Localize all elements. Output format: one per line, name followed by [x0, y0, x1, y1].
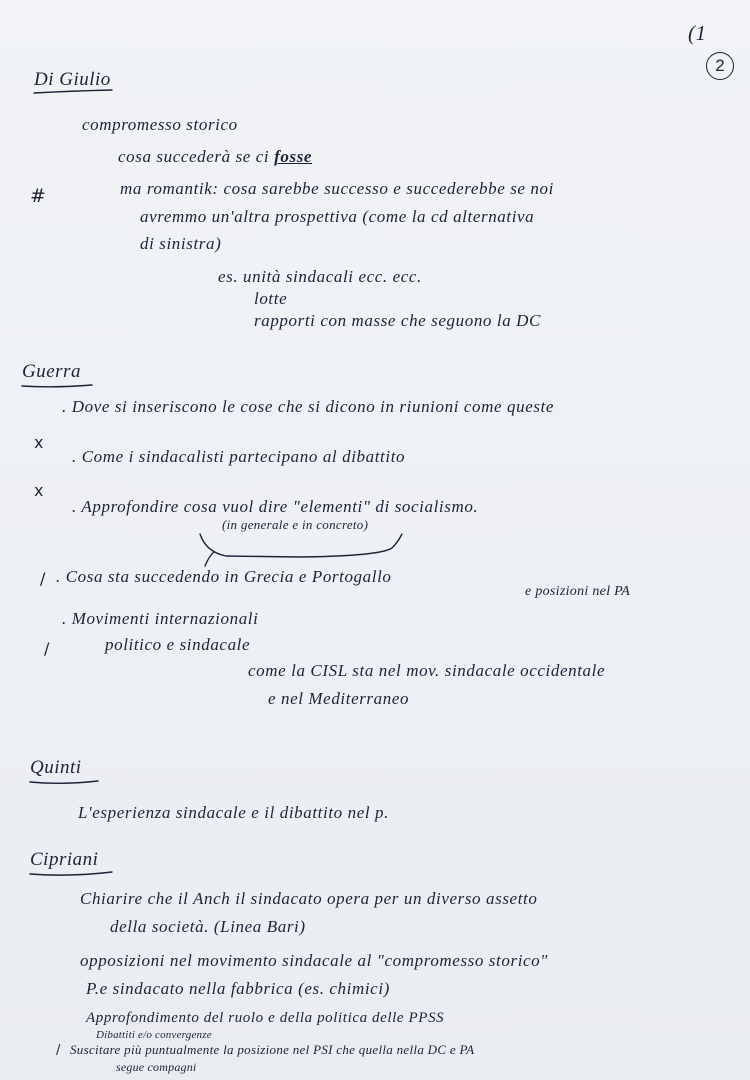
underline-quinti	[30, 781, 98, 783]
note-line	[118, 148, 312, 167]
corner-page-number: (1	[688, 21, 707, 45]
circled-page-number: 2	[706, 52, 734, 80]
margin-x-mark: x	[34, 481, 45, 500]
margin-hash-mark: #	[30, 185, 47, 207]
note-line: come la CISL sta nel mov. sindacale occidentale	[248, 661, 606, 680]
note-line: . Cosa sta succedendo in Grecia e Portogallo	[56, 567, 392, 586]
underline-guerra	[22, 385, 92, 387]
margin-x-mark: x	[34, 433, 45, 452]
note-side-comment: e posizioni nel PA	[525, 584, 631, 599]
note-line: avremmo un'altra prospettiva (come la cd alternativa	[140, 207, 535, 226]
note-line: Suscitare più puntualmente la posizione nel PSI che quella nella DC e PA	[70, 1042, 475, 1057]
brace-under-aside	[200, 534, 402, 557]
note-line: rapporti con masse che seguono la DC	[254, 311, 541, 330]
note-line-text: cosa succederà se ci	[118, 147, 270, 166]
note-emphasis: fosse	[274, 147, 313, 166]
note-line: opposizioni nel movimento sindacale al "compromesso storico"	[80, 951, 548, 970]
margin-slash-mark: /	[40, 569, 46, 588]
note-aside: (in generale e in concreto)	[222, 517, 369, 532]
note-line: es. unità sindacali ecc. ecc.	[218, 267, 422, 286]
note-line: lotte	[254, 289, 288, 308]
note-line-cut-off: segue compagni	[116, 1060, 197, 1074]
heading-di-giulio: Di Giulio	[34, 69, 111, 90]
heading-cipriani: Cipriani	[30, 849, 99, 870]
note-line: compromesso storico	[82, 115, 238, 134]
note-line: . Dove si inseriscono le cose che si dicono in riunioni come queste	[62, 397, 555, 416]
note-line: politico e sindacale	[105, 635, 251, 654]
margin-slash-mark: /	[44, 639, 50, 658]
note-line: Chiarire che il Anch il sindacato opera per un diverso assetto	[80, 889, 538, 908]
note-interlinear: Dibattiti e/o convergenze	[96, 1029, 212, 1041]
heading-quinti: Quinti	[30, 757, 82, 778]
note-line: Approfondimento del ruolo e della politica delle PPSS	[86, 1010, 445, 1026]
margin-slash-mark: /	[56, 1043, 61, 1058]
heading-guerra: Guerra	[22, 361, 81, 382]
note-line: di sinistra)	[140, 234, 222, 253]
note-line: . Movimenti internazionali	[62, 609, 259, 628]
note-line: della società. (Linea Bari)	[110, 917, 306, 936]
note-line: e nel Mediterraneo	[268, 689, 410, 708]
brace-tick	[205, 552, 214, 566]
note-line: L'esperienza sindacale e il dibattito nel p.	[78, 803, 389, 822]
note-line: . Come i sindacalisti partecipano al dibattito	[72, 447, 406, 466]
underline-cipriani	[30, 872, 112, 875]
note-line: P.e sindacato nella fabbrica (es. chimici)	[86, 979, 390, 998]
note-line: ma romantik: cosa sarebbe successo e succederebbe se noi	[120, 179, 554, 198]
note-line: . Approfondire cosa vuol dire "elementi" di socialismo.	[72, 497, 479, 516]
